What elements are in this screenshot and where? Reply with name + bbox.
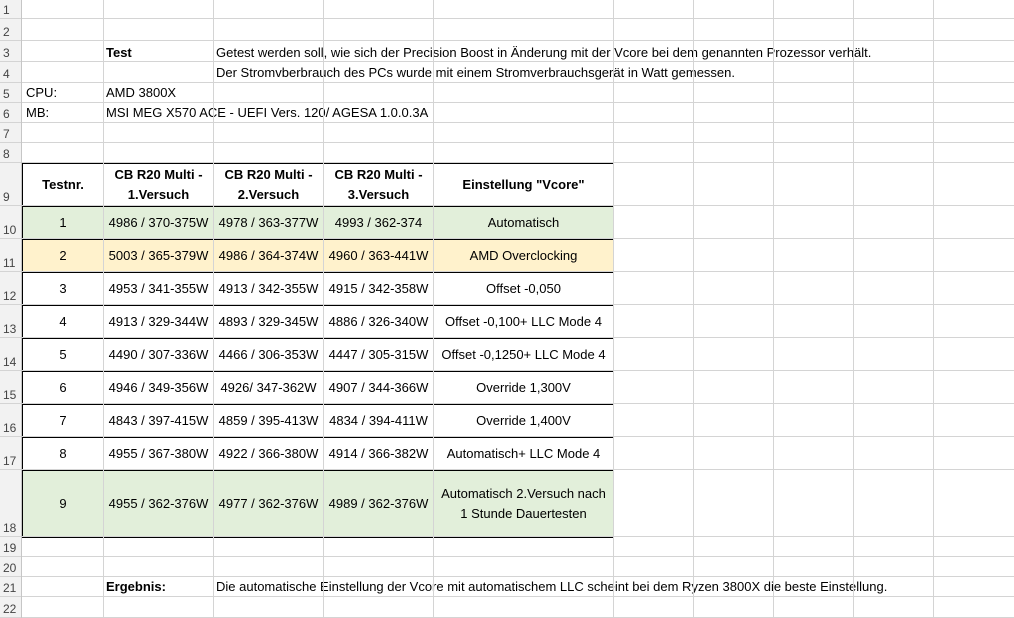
row-number: 9 (3, 190, 10, 204)
gridline (22, 205, 1014, 206)
test-description-line2: Der Stromvberbrauch des PCs wurde mit einem Stromverbrauchsgerät in Watt gemessen. (216, 65, 735, 80)
benchmark-cell[interactable]: 4955 / 362-376W (103, 470, 214, 538)
row-number: 16 (3, 421, 17, 435)
vcore-setting-cell[interactable]: Automatisch+ LLC Mode 4 (433, 437, 614, 471)
row-number: 12 (3, 289, 17, 303)
benchmark-cell[interactable]: 4977 / 362-376W (213, 470, 324, 538)
benchmark-cell[interactable]: 4913 / 329-344W (103, 305, 214, 339)
table-header-cell[interactable]: Einstellung "Vcore" (433, 163, 614, 207)
vcore-setting-cell[interactable]: Offset -0,1250+ LLC Mode 4 (433, 338, 614, 372)
row-number: 3 (3, 46, 10, 60)
row-header[interactable] (0, 206, 21, 239)
gridline (22, 337, 1014, 338)
result-label: Ergebnis: (106, 579, 166, 594)
table-header-cell[interactable]: CB R20 Multi - 3.Versuch (323, 163, 434, 207)
benchmark-cell[interactable]: 4466 / 306-353W (213, 338, 324, 372)
vcore-setting-cell[interactable]: Offset -0,050 (433, 272, 614, 306)
row-header[interactable] (0, 103, 21, 123)
benchmark-cell[interactable]: 4886 / 326-340W (323, 305, 434, 339)
benchmark-cell[interactable]: 4915 / 342-358W (323, 272, 434, 306)
gridline (693, 0, 694, 618)
benchmark-cell[interactable]: 4946 / 349-356W (103, 371, 214, 405)
row-number: 22 (3, 602, 17, 616)
test-number-cell[interactable]: 5 (22, 338, 104, 372)
row-number: 11 (3, 256, 16, 270)
benchmark-cell[interactable]: 4447 / 305-315W (323, 338, 434, 372)
test-number-cell[interactable]: 4 (22, 305, 104, 339)
gridline (22, 18, 1014, 19)
row-header[interactable] (0, 0, 21, 19)
gridline (22, 436, 1014, 437)
test-number-cell[interactable]: 7 (22, 404, 104, 438)
row-number: 7 (3, 127, 10, 141)
benchmark-cell[interactable]: 4926/ 347-362W (213, 371, 324, 405)
table-header-cell[interactable]: Testnr. (22, 163, 104, 207)
row-number: 8 (3, 147, 10, 161)
row-header-column (0, 0, 22, 618)
test-number-cell[interactable]: 6 (22, 371, 104, 405)
gridline (213, 0, 214, 618)
benchmark-cell[interactable]: 4993 / 362-374 (323, 206, 434, 240)
gridline (22, 469, 1014, 470)
row-number: 14 (3, 355, 17, 369)
benchmark-cell[interactable]: 4953 / 341-355W (103, 272, 214, 306)
gridline (22, 142, 1014, 143)
row-number: 4 (3, 67, 10, 81)
vcore-setting-cell[interactable]: Offset -0,100+ LLC Mode 4 (433, 305, 614, 339)
benchmark-cell[interactable]: 4859 / 395-413W (213, 404, 324, 438)
gridline (933, 0, 934, 618)
benchmark-cell[interactable]: 4986 / 370-375W (103, 206, 214, 240)
row-header[interactable] (0, 557, 21, 577)
result-text: Die automatische Einstellung der Vcore mit automatischem LLC scheint bei dem Ryzen 3800X die beste Einstellung. (216, 579, 888, 594)
test-description-line1: Getest werden soll, wie sich der Precision Boost in Änderung mit der Vcore bei dem genannten Prozessor verhält. (216, 45, 872, 60)
test-number-cell[interactable]: 3 (22, 272, 104, 306)
benchmark-cell[interactable]: 4922 / 366-380W (213, 437, 324, 471)
gridline (773, 0, 774, 618)
test-number-cell[interactable]: 8 (22, 437, 104, 471)
row-header[interactable] (0, 83, 21, 103)
benchmark-cell[interactable]: 4907 / 344-366W (323, 371, 434, 405)
row-number: 19 (3, 541, 17, 555)
gridline (22, 82, 1014, 83)
gridline (22, 122, 1014, 123)
gridline (22, 576, 1014, 577)
row-header[interactable] (0, 143, 21, 163)
row-header[interactable] (0, 19, 21, 41)
row-number: 15 (3, 388, 17, 402)
row-number: 17 (3, 454, 17, 468)
benchmark-cell[interactable]: 4490 / 307-336W (103, 338, 214, 372)
benchmark-cell[interactable]: 4960 / 363-441W (323, 239, 434, 273)
cpu-label: CPU: (26, 85, 58, 100)
row-header[interactable] (0, 338, 21, 371)
row-header[interactable] (0, 41, 21, 62)
benchmark-cell[interactable]: 4834 / 394-411W (323, 404, 434, 438)
row-header[interactable] (0, 62, 21, 83)
row-number: 5 (3, 87, 10, 101)
gridline (22, 271, 1014, 272)
gridline (22, 596, 1014, 597)
vcore-setting-cell[interactable]: Automatisch 2.Versuch nach 1 Stunde Dauertesten (433, 470, 614, 538)
gridline (433, 0, 434, 618)
mb-label: MB: (26, 105, 50, 120)
row-number: 21 (3, 581, 17, 595)
gridline (22, 102, 1014, 103)
table-header-cell[interactable]: CB R20 Multi - 1.Versuch (103, 163, 214, 207)
benchmark-cell[interactable]: 4893 / 329-345W (213, 305, 324, 339)
gridline (853, 0, 854, 618)
vcore-setting-cell[interactable]: Override 1,400V (433, 404, 614, 438)
gridline (22, 61, 1014, 62)
row-number: 1 (3, 3, 10, 17)
mb-value: MSI MEG X570 ACE - UEFI Vers. 120/ AGESA 1.0.0.3A (106, 105, 429, 120)
benchmark-cell[interactable]: 4914 / 366-382W (323, 437, 434, 471)
row-number: 10 (3, 223, 17, 237)
row-header[interactable] (0, 470, 21, 537)
row-header[interactable] (0, 371, 21, 404)
row-number: 13 (3, 322, 17, 336)
gridline (22, 40, 1014, 41)
row-number: 2 (3, 25, 10, 39)
benchmark-cell[interactable]: 4913 / 342-355W (213, 272, 324, 306)
test-label: Test (106, 45, 132, 60)
row-number: 18 (3, 521, 17, 535)
vcore-setting-cell[interactable]: Override 1,300V (433, 371, 614, 405)
gridline (323, 0, 324, 618)
gridline (22, 238, 1014, 239)
row-number: 6 (3, 107, 10, 121)
row-header[interactable] (0, 404, 21, 437)
gridline (103, 0, 104, 618)
benchmark-cell[interactable]: 4843 / 397-415W (103, 404, 214, 438)
benchmark-cell[interactable]: 4986 / 364-374W (213, 239, 324, 273)
row-header[interactable] (0, 537, 21, 557)
row-header[interactable] (0, 597, 21, 618)
gridline (22, 556, 1014, 557)
test-number-cell[interactable]: 1 (22, 206, 104, 240)
benchmark-cell[interactable]: 4978 / 363-377W (213, 206, 324, 240)
gridline (22, 162, 1014, 163)
cpu-value: AMD 3800X (106, 85, 177, 100)
vcore-setting-cell[interactable]: AMD Overclocking (433, 239, 614, 273)
row-header[interactable] (0, 272, 21, 305)
test-number-cell[interactable]: 9 (22, 470, 104, 538)
gridline (613, 0, 614, 618)
row-header[interactable] (0, 577, 21, 597)
benchmark-cell[interactable]: 5003 / 365-379W (103, 239, 214, 273)
row-header[interactable] (0, 305, 21, 338)
row-number: 20 (3, 561, 17, 575)
row-header[interactable] (0, 239, 21, 272)
gridline (22, 536, 1014, 537)
row-header[interactable] (0, 437, 21, 470)
vcore-setting-cell[interactable]: Automatisch (433, 206, 614, 240)
test-number-cell[interactable]: 2 (22, 239, 104, 273)
row-header[interactable] (0, 123, 21, 143)
table-header-cell[interactable]: CB R20 Multi - 2.Versuch (213, 163, 324, 207)
benchmark-cell[interactable]: 4955 / 367-380W (103, 437, 214, 471)
row-header[interactable] (0, 163, 21, 206)
gridline (22, 403, 1014, 404)
benchmark-cell[interactable]: 4989 / 362-376W (323, 470, 434, 538)
gridline (22, 304, 1014, 305)
gridline (22, 370, 1014, 371)
